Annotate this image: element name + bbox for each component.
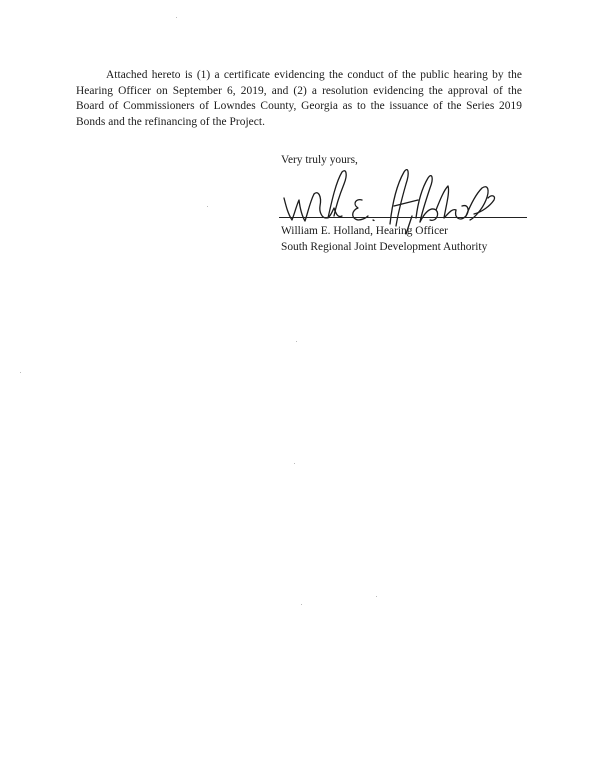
scan-speck [301,604,302,605]
scan-speck [20,372,21,373]
body-paragraph: Attached hereto is (1) a certificate evidencing the conduct of the public hearing by the Hearing Officer on September 6, 2019, and (2) a resolution evidencing the approval of the Board of Commissioners of Lowndes County, Georgia as to the issuance of the Series 2019 Bonds and the refinancing of the Project. [76,69,522,128]
scan-speck [207,206,208,207]
scan-speck [376,596,377,597]
signer-name-title: William E. Holland, Hearing Officer [281,225,448,237]
scan-speck [294,463,295,464]
scan-speck [296,341,297,342]
signature-line [279,217,527,218]
signer-organization: South Regional Joint Development Authority [281,241,488,253]
scan-speck [176,17,177,18]
complimentary-closing: Very truly yours, [281,154,358,166]
